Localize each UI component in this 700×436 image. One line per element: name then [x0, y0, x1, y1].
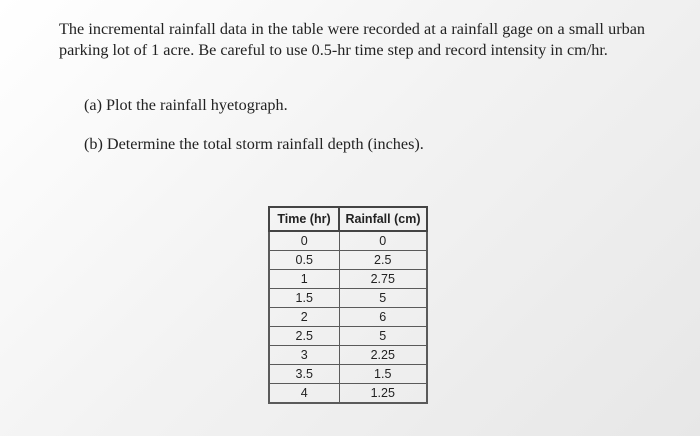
rainfall-cell: 0	[339, 231, 427, 251]
table-row	[269, 327, 427, 346]
table-row	[269, 289, 427, 308]
time-cell: 2	[269, 308, 339, 327]
table-header-row	[269, 207, 427, 231]
problem-statement: The incremental rainfall data in the table were recorded at a rainfall gage on a small urban parking lot of 1 acre. Be careful to use 0.5-hr time step and record intensity in cm/hr.	[59, 20, 645, 59]
time-cell: 4	[269, 384, 339, 404]
rainfall-cell: 1.5	[339, 365, 427, 384]
time-cell: 1.5	[269, 289, 339, 308]
rainfall-cell: 1.25	[339, 384, 427, 404]
time-cell: 0	[269, 231, 339, 251]
column-header-time: Time (hr)	[269, 207, 339, 231]
part-a-question: (a) Plot the rainfall hyetograph.	[84, 96, 288, 114]
rainfall-table-container	[268, 206, 428, 404]
time-cell: 0.5	[269, 251, 339, 270]
time-cell: 3.5	[269, 365, 339, 384]
table-row	[269, 346, 427, 365]
rainfall-cell: 5	[339, 327, 427, 346]
table-row	[269, 308, 427, 327]
part-b-question: (b) Determine the total storm rainfall depth (inches).	[84, 135, 424, 153]
time-cell: 2.5	[269, 327, 339, 346]
rainfall-cell: 2.25	[339, 346, 427, 365]
table-row	[269, 231, 427, 251]
rainfall-cell: 2.5	[339, 251, 427, 270]
rainfall-cell: 6	[339, 308, 427, 327]
time-cell: 3	[269, 346, 339, 365]
table-row	[269, 365, 427, 384]
table-row	[269, 384, 427, 404]
rainfall-table	[268, 206, 428, 404]
time-cell: 1	[269, 270, 339, 289]
table-row	[269, 270, 427, 289]
rainfall-cell: 2.75	[339, 270, 427, 289]
rainfall-cell: 5	[339, 289, 427, 308]
column-header-rainfall: Rainfall (cm)	[339, 207, 427, 231]
table-row	[269, 251, 427, 270]
